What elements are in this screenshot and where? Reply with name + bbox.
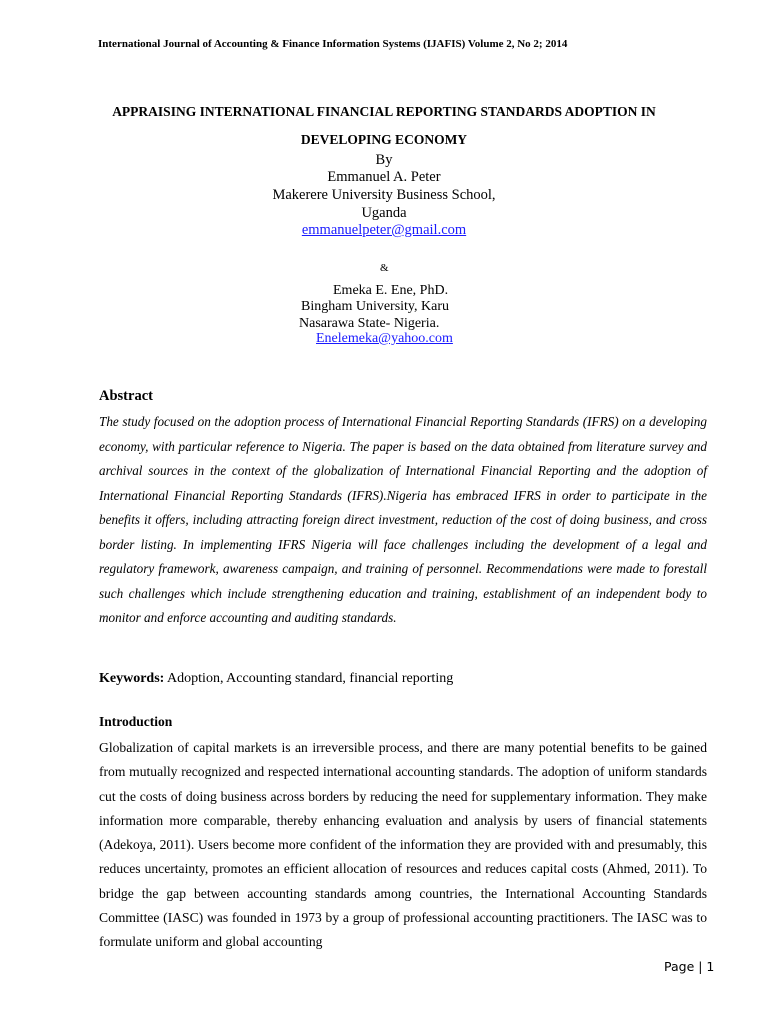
by-label: By xyxy=(375,152,393,168)
author2-name: Emeka E. Ene, PhD. xyxy=(333,283,449,298)
author2-affiliation: Bingham University, Karu xyxy=(301,299,450,314)
ampersand: & xyxy=(380,262,389,274)
introduction-heading: Introduction xyxy=(99,714,173,729)
author2-email-link[interactable]: Enelemeka@yahoo.com xyxy=(316,331,453,346)
abstract-text: The study focused on the adoption process of International Financial Reporting Standards (IFRS) on a developing economy, with particular reference to Nigeria. The paper is based on the data obtained from literature survey and archival sources in the context of the globalization of International Financial Reporting and the adoption of International Financial Reporting Standards (IFRS).Nigeria has embraced IFRS in order to participate in the benefits it offers, including attracting foreign direct investment, reduction of the cost of doing business, and cross border listing. In implementing IFRS Nigeria will face challenges including the development of a legal and regulatory framework, awareness campaign, and training of personnel. Recommendations were made to forestall such challenges which include strengthening education and training, establishment of an independent body to monitor and enforce accounting and auditing standards. xyxy=(99,414,707,625)
author1-affiliation: Makerere University Business School, xyxy=(272,187,496,203)
title-line-2: DEVELOPING ECONOMY xyxy=(300,132,468,147)
author1-country: Uganda xyxy=(361,205,407,221)
author1-email-row xyxy=(0,222,768,239)
title-line-1: APPRAISING INTERNATIONAL FINANCIAL REPORTING STANDARDS ADOPTION IN xyxy=(112,104,656,119)
journal-header: International Journal of Accounting & Finance Information Systems (IJAFIS) Volume 2, No 2; 2014 xyxy=(98,38,568,50)
keywords-text: Adoption, Accounting standard, financial reporting xyxy=(164,671,454,686)
keywords-label: Keywords: xyxy=(99,671,165,686)
author1-email-link[interactable]: emmanuelpeter@gmail.com xyxy=(301,222,467,238)
author2-location: Nasarawa State- Nigeria. xyxy=(299,316,440,331)
paper-title xyxy=(60,98,708,154)
introduction-text: Globalization of capital markets is an irreversible process, and there are many potential benefits to be gained from mutually recognized and respected international accounting standards. The adoption of uniform standards cut the costs of doing business across borders by reducing the need for supplementary information. They make information more comparable, thereby enhancing evaluation and analysis by users of financial statements (Adekoya, 2011). Users become more confident of the information they are provided with and presumably, this reduces uncertainty, promotes an efficient allocation of resources and reduces capital costs (Ahmed, 2011). To bridge the gap between accounting standards among countries, the International Accounting Standards Committee (IASC) was founded in 1973 by a group of professional accounting practitioners. The IASC was to formulate uniform and global accounting xyxy=(99,740,707,950)
author1-name: Emmanuel A. Peter xyxy=(327,169,441,185)
author2-email-row xyxy=(316,331,453,347)
page-number: Page | 1 xyxy=(664,959,715,974)
keywords-line xyxy=(99,671,453,687)
abstract-heading: Abstract xyxy=(99,388,153,404)
